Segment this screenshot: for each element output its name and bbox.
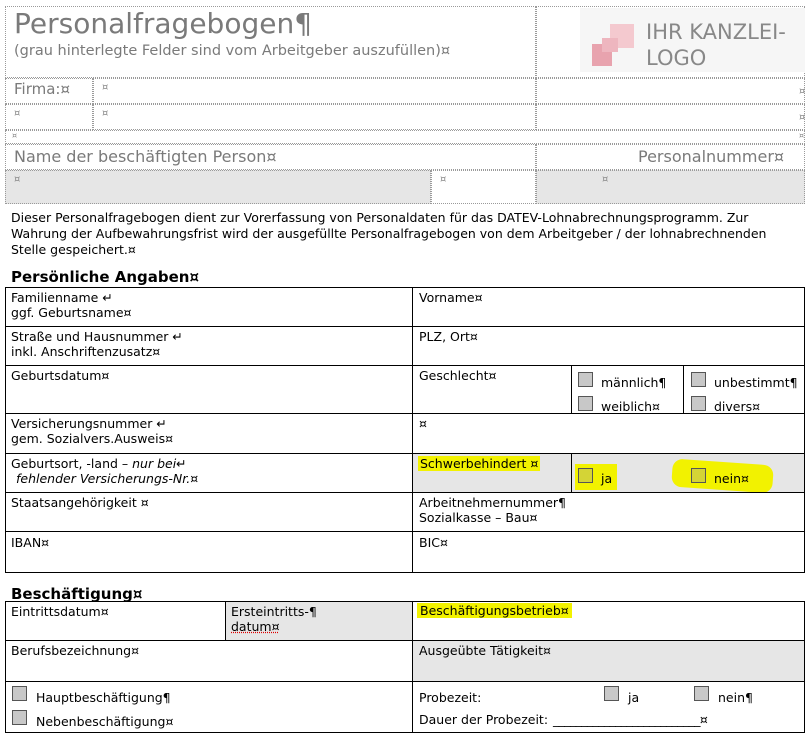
versicherungsnummer-value: ¤ (419, 416, 427, 431)
strasse-label-2: inkl. Anschriftenzusatz¤ (11, 344, 161, 359)
bic-label: BIC¤ (419, 535, 448, 550)
geschlecht-label: Geschlecht¤ (419, 368, 497, 383)
plz-label: PLZ, Ort¤ (419, 329, 478, 344)
cell-mark: ¤ (14, 174, 21, 185)
versicherungsnummer-input[interactable] (412, 413, 805, 454)
eintrittsdatum-label: Eintrittsdatum¤ (11, 604, 109, 619)
firma-input[interactable] (93, 78, 536, 104)
firma-extra-cell[interactable] (536, 78, 805, 104)
page-title: Personalfragebogen¶ (14, 7, 313, 40)
section-heading-personal: Persönliche Angaben¤ (11, 268, 200, 286)
divers-checkbox[interactable] (691, 396, 706, 411)
strasse-label-1: Straße und Hausnummer ↵ (11, 329, 183, 344)
divers-label: divers¤ (714, 399, 761, 414)
weiblich-label: weiblich¤ (601, 399, 661, 414)
schwerbehindert-ja-label: ja (601, 471, 613, 486)
hauptbeschaeftigung-checkbox[interactable] (12, 686, 27, 701)
logo-text-line1: IHR KANZLEI- (646, 20, 786, 44)
familienname-label-1: Familienname ↵ (11, 290, 113, 305)
intro-text: Dieser Personalfragebogen dient zur Vorerfassung von Personaldaten für das DATEV-Lohnabrechnungsprogramm. Zur Wahrung der Aufbewahrungsfrist wird der ausgefüllte Personalfragebogen von dem Arbeitgeber / der lohnabrechnenden Stelle gespeichert.¤ (11, 210, 767, 257)
firma-extra-cell-2[interactable] (536, 104, 805, 130)
probezeit-ja-label: ja (628, 690, 640, 705)
ersteintrittsdatum-label-2: datum¤ (231, 619, 280, 634)
logo-square-mid (602, 38, 618, 52)
bic-field[interactable] (412, 531, 805, 573)
geburtsort-label-text: Geburtsort, -land – (11, 456, 133, 471)
probezeit-label: Probezeit: (419, 690, 482, 705)
probezeit-dauer-label: Dauer der Probezeit: (419, 712, 549, 727)
name-label: Name der beschäftigten Person¤ (14, 147, 277, 166)
arbeitnehmernummer-label-1: Arbeitnehmernummer¶ (419, 495, 566, 510)
cell-mark: ¤ (102, 82, 109, 93)
nebenbeschaeftigung-checkbox[interactable] (12, 710, 27, 725)
page-subtitle: (grau hinterlegte Felder sind vom Arbeitgeber auszufüllen)¤ (14, 43, 451, 59)
ersteintrittsdatum-label-1: Ersteintritts-¶ (231, 604, 317, 619)
cell-mark: ¤ (12, 131, 18, 140)
logo (580, 8, 805, 72)
versicherungsnummer-label-2: gem. Sozialvers.Ausweis¤ (11, 431, 174, 446)
geburtsort-label-1 (11, 456, 187, 471)
probezeit-nein-checkbox[interactable] (694, 686, 709, 701)
weiblich-checkbox[interactable] (578, 396, 593, 411)
familienname-label-2: ggf. Geburtsname¤ (11, 305, 132, 320)
taetigkeit-label: Ausgeübte Tätigkeit¤ (419, 643, 551, 658)
schwerbehindert-nein-checkbox[interactable] (691, 468, 706, 483)
maennlich-checkbox[interactable] (578, 372, 593, 387)
firma-label: Firma:¤ (14, 80, 71, 98)
cell-mark: ¤ (440, 174, 447, 185)
section-heading-employment: Beschäftigung¤ (11, 585, 143, 603)
cell-mark: ¤ (799, 112, 805, 123)
iban-label: IBAN¤ (11, 535, 50, 550)
unbestimmt-label: unbestimmt¶ (714, 375, 798, 390)
schwerbehindert-nein-label: nein¤ (714, 471, 749, 486)
vorname-label: Vorname¤ (419, 290, 483, 305)
cell-mark: ¤ (102, 108, 109, 119)
unbestimmt-checkbox[interactable] (691, 372, 706, 387)
spacer-row (5, 130, 805, 144)
nebenbeschaeftigung-label: Nebenbeschäftigung¤ (36, 714, 174, 729)
cell-mark: ¤ (602, 174, 609, 185)
iban-field[interactable] (5, 531, 413, 573)
name-input[interactable] (5, 170, 431, 204)
schwerbehindert-label: Schwerbehindert ¤ (420, 456, 539, 471)
geburtsdatum-label: Geburtsdatum¤ (11, 368, 110, 383)
personalnummer-label: Personalnummer¤ (638, 147, 785, 166)
probezeit-dauer-input[interactable]: __________________________¤ (553, 712, 708, 727)
geburtsort-label-italic: nur bei↵ (132, 456, 187, 471)
cell-mark: ¤ (799, 131, 805, 140)
versicherungsnummer-label-1: Versicherungsnummer ↵ (11, 416, 167, 431)
cell-mark: ¤ (799, 86, 805, 97)
beschaeftigungsbetrieb-label: Beschäftigungsbetrieb¤ (417, 603, 572, 618)
probezeit-nein-label: nein¶ (718, 690, 753, 705)
logo-text-line2: LOGO (646, 46, 707, 70)
geburtsort-label-2: fehlender Versicherungs-Nr.¤ (16, 471, 199, 486)
staatsangehoerigkeit-label: Staatsangehörigkeit ¤ (11, 495, 149, 510)
personalnummer-input[interactable] (536, 170, 805, 204)
hauptbeschaeftigung-label: Hauptbeschäftigung¶ (36, 690, 171, 705)
maennlich-label: männlich¶ (601, 375, 667, 390)
cell-mark: ¤ (14, 108, 21, 119)
name-input-mid[interactable] (431, 170, 536, 204)
berufsbezeichnung-label: Berufsbezeichnung¤ (11, 643, 140, 658)
probezeit-ja-checkbox[interactable] (604, 686, 619, 701)
schwerbehindert-ja-checkbox[interactable] (578, 468, 593, 483)
firma-input-2[interactable] (93, 104, 536, 130)
arbeitnehmernummer-label-2: Sozialkasse – Bau¤ (419, 510, 538, 525)
